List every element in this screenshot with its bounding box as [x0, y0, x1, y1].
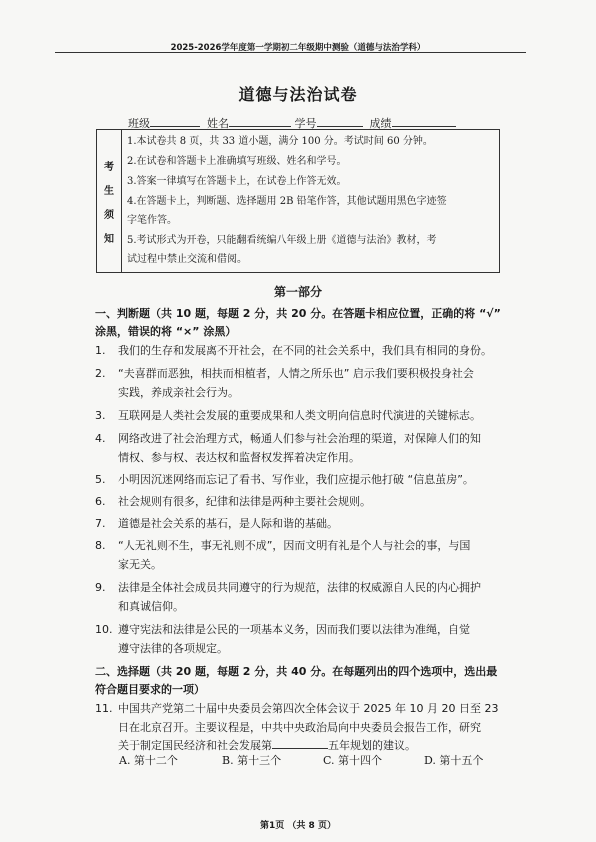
question-8-cont: 家无关。	[118, 558, 162, 571]
option-c: C. 第十四个	[323, 754, 383, 767]
exam-header: 2025-2026学年度第一学期初二年级期中测验（道德与法治学科）	[170, 43, 426, 53]
answer-blank	[272, 738, 328, 749]
class-blank	[150, 115, 200, 127]
notice-item: 2.在试卷和答题卡上准确填写班级、姓名和学号。	[127, 156, 347, 167]
class-label: 班级	[128, 117, 150, 130]
question-2-cont: 实践，养成亲社会行为。	[118, 386, 239, 399]
notice-label-char: 须	[104, 210, 114, 221]
question-10-cont: 遵守法律的各项规定。	[118, 642, 228, 655]
question-3: 3. 互联网是人类社会发展的重要成果和人类文明向信息时代演进的关键标志。	[95, 409, 481, 422]
name-label: 姓名	[207, 117, 229, 130]
option-a: A. 第十二个	[119, 754, 178, 767]
section1-title: 一、判断题（共 10 题，每题 2 分，共 20 分。在答题卡相应位置，正确的将 “√”	[95, 307, 501, 320]
score-blank	[392, 115, 456, 127]
notice-item: 试过程中禁止交流和借阅。	[127, 254, 247, 265]
section2-title: 二、选择题（共 20 题，每题 2 分，共 40 分。在每题列出的四个选项中，选出最	[95, 665, 498, 678]
question-8: 8. “人无礼则不生，事无礼则不成”，因而文明有礼是个人与社会的事，与国	[95, 539, 471, 552]
part-title: 第一部分	[273, 285, 322, 299]
question-11-cont: 日在北京召开。主要议程是，中共中央政治局向中央委员会报告工作，研究	[118, 721, 481, 734]
id-blank	[317, 115, 363, 127]
question-4: 4. 网络改进了社会治理方式，畅通人们参与社会治理的渠道，对保障人们的知	[95, 432, 481, 445]
question-2: 2. “夫喜群而恶独，相扶而相植者，人情之所乐也” 启示我们要积极投身社会	[95, 367, 474, 380]
option-b: B. 第十三个	[222, 754, 282, 767]
question-9-cont: 和真诚信仰。	[118, 600, 184, 613]
notice-label-char: 知	[104, 234, 114, 245]
exam-notice-box	[96, 129, 500, 273]
header-divider	[55, 52, 526, 53]
option-d: D. 第十五个	[424, 754, 484, 767]
id-label: 学号	[294, 117, 317, 130]
section1-title: 涂黑，错误的将 “×” 涂黑）	[95, 325, 237, 338]
notice-label-char: 生	[104, 186, 114, 197]
page-footer: 第1页 （共 8 页）	[260, 821, 336, 831]
name-blank	[229, 115, 291, 127]
question-6: 6. 社会规则有很多，纪律和法律是两种主要社会规则。	[95, 495, 371, 508]
page-title: 道德与法治试卷	[238, 85, 358, 104]
question-5: 5. 小明因沉迷网络而忘记了看书、写作业，我们应提示他打破 “信息茧房”。	[95, 473, 474, 486]
notice-item: 字笔作答。	[127, 215, 177, 226]
question-7: 7. 道德是社会关系的基石，是人际和谐的基础。	[95, 517, 338, 530]
notice-item: 5.考试形式为开卷，只能翻看统编八年级上册《道德与法治》教材，考	[127, 235, 437, 246]
notice-item: 4.在答题卡上，判断题、选择题用 2B 铅笔作答，其他试题用黑色字迹签	[127, 196, 447, 207]
section2-title: 符合题目要求的一项）	[95, 683, 205, 696]
notice-item: 1.本试卷共 8 页，共 33 道小题，满分 100 分。考试时间 60 分钟。	[127, 136, 433, 147]
notice-label-char: 考	[104, 162, 114, 173]
question-10: 10. 遵守宪法和法律是公民的一项基本义务，因而我们要以法律为准绳，自觉	[95, 623, 470, 636]
question-11: 11. 中国共产党第二十届中央委员会第四次全体会议于 2025 年 10 月 20 日至 23	[95, 702, 499, 715]
question-4-cont: 情权、参与权、表达权和监督权发挥着决定作用。	[118, 451, 360, 464]
question-1: 1. 我们的生存和发展离不开社会，在不同的社会关系中，我们具有相同的身份。	[95, 344, 492, 357]
question-9: 9. 法律是全体社会成员共同遵守的行为规范，法律的权威源自人民的内心拥护	[95, 581, 481, 594]
score-label: 成绩	[369, 117, 392, 130]
notice-label	[97, 130, 122, 272]
notice-item: 3.答案一律填写在答题卡上，在试卷上作答无效。	[127, 176, 347, 187]
question-11-cont: 关于制定国民经济和社会发展第 五年规划的建议。	[118, 739, 416, 752]
